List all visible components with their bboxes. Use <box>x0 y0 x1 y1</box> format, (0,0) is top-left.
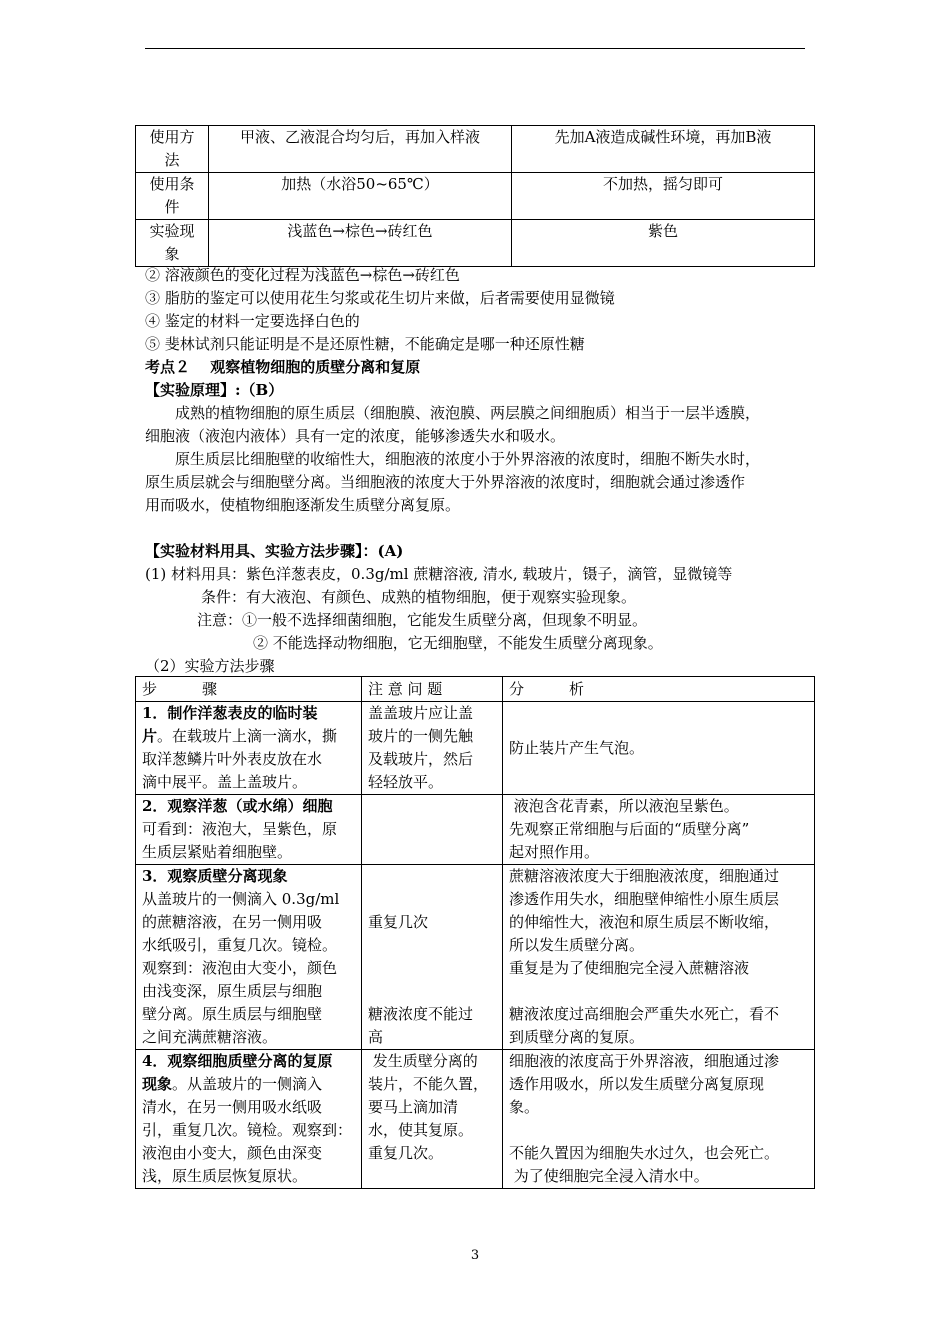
header-rule <box>145 48 805 49</box>
cell: 不加热，摇匀即可 <box>512 173 815 220</box>
step-cell: 3．观察质壁分离现象 从盖玻片的一侧滴入 0.3g/ml 的蔗糖溶液，在另一侧用吸 水纸吸引，重复几次。镜检。 观察到：液泡由大变小，颜色 由浅变深，原生质层与细胞 壁分离。原生质层与细胞壁 之间充满蔗糖溶液。 <box>136 865 362 1050</box>
note-line: ③ 脂肪的鉴定可以使用花生匀浆或花生切片来做，后者需要使用显微镜 <box>145 289 615 307</box>
analysis-cell: 防止装片产生气泡。 <box>503 702 815 795</box>
steps-title: （2）实验方法步骤 <box>145 657 275 675</box>
table-row <box>136 702 815 795</box>
cell: 先加A液造成碱性环境，再加B液 <box>512 126 815 173</box>
principle-paragraph-1: 成熟的植物细胞的原生质层（细胞膜、液泡膜、两层膜之间细胞质）相当于一层半透膜， 细胞液（液泡内液体）具有一定的浓度，能够渗透失水和吸水。 <box>145 404 761 445</box>
analysis-cell: 液泡含花青素，所以液泡呈紫色。 先观察正常细胞与后面的“质壁分离” 起对照作用。 <box>503 795 815 865</box>
step-cell: 2．观察洋葱（或水绵）细胞 可看到：液泡大，呈紫色，原 生质层紧贴着细胞壁。 <box>136 795 362 865</box>
column-header: 分 析 <box>503 677 815 702</box>
table-row <box>136 126 815 173</box>
analysis-cell: 细胞液的浓度高于外界溶液，细胞通过渗 透作用吸水，所以发生质壁分离复原现 象。 不能久置因为细胞失水过久，也会死亡。 为了使细胞完全浸入清水中。 <box>503 1050 815 1189</box>
table-header-row <box>136 677 815 702</box>
principle-title: 【实验原理】:（B） <box>145 381 284 399</box>
note-cell: 盖盖玻片应让盖 玻片的一侧先触 及载玻片，然后 轻轻放平。 <box>362 702 503 795</box>
table-row <box>136 1050 815 1189</box>
principle-paragraph-2: 原生质层比细胞壁的收缩性大，细胞液的浓度小于外界溶液的浓度时，细胞不断失水时， 原生质层就会与细胞壁分离。当细胞液的浓度大于外界溶液的浓度时，细胞就会通过渗透作 用而吸水，使植物细胞逐渐发生质壁分离复原。 <box>145 450 761 514</box>
note-cell: 发生质壁分离的 装片，不能久置， 要马上滴加清 水，使其复原。 重复几次。 <box>362 1050 503 1189</box>
note-cell: 重复几次 糖液浓度不能过 高 <box>362 865 503 1050</box>
cell: 紫色 <box>512 220 815 267</box>
section-title: 考点２ 观察植物细胞的质壁分离和复原 <box>145 358 421 376</box>
cell: 浅蓝色→棕色→砖红色 <box>209 220 512 267</box>
table-row <box>136 220 815 267</box>
note-cell <box>362 795 503 865</box>
step-cell: 1．制作洋葱表皮的临时装 片。在载玻片上滴一滴水，撕 取洋葱鳞片叶外表皮放在水 滴中展平。盖上盖玻片。 <box>136 702 362 795</box>
cell: 加热（水浴50~65℃） <box>209 173 512 220</box>
materials-title: 【实验材料用具、实验方法步骤】：(A) <box>145 542 404 560</box>
notes-block <box>145 264 815 402</box>
cell: 甲液、乙液混合均匀后，再加入样液 <box>209 126 512 173</box>
page-number: 3 <box>470 1248 480 1263</box>
table-row <box>136 173 815 220</box>
reagent-comparison-table <box>135 125 815 267</box>
row-header: 使用条 件 <box>136 173 209 220</box>
table-row <box>136 865 815 1050</box>
note-line: ⑤ 斐林试剂只能证明是不是还原性糖，不能确定是哪一种还原性糖 <box>145 335 585 353</box>
table-row <box>136 795 815 865</box>
materials-block: 【实验材料用具、实验方法步骤】：(A) (1) 材料用具：紫色洋葱表皮，0.3g/ml 蔗糖溶液, 清水, 载玻片，镊子，滴管，显微镜等 条件：有大液泡、有颜色、成熟的植物细胞，便于观察实验现象。 注意：①一般不选择细菌细胞，它能发生质壁分离，但现象不明显。 ② 不能选择动物细胞，它无细胞壁，不能发生质壁分离现象。 （2）实验方法步骤 <box>145 540 815 678</box>
step-cell: 4．观察细胞质壁分离的复原 现象。从盖玻片的一侧滴入 清水，在另一侧用吸水纸吸 引，重复几次。镜检。观察到： 液泡由小变大，颜色由深变 浅，原生质层恢复原状。 <box>136 1050 362 1189</box>
analysis-cell: 蔗糖溶液浓度大于细胞液浓度，细胞通过 渗透作用失水，细胞壁伸缩性小原生质层 的伸缩性大，液泡和原生质层不断收缩， 所以发生质壁分离。 重复是为了使细胞完全浸入蔗糖溶液 糖液浓度过高细胞会严重失水死亡，看不 到质壁分离的复原。 <box>503 865 815 1050</box>
column-header: 注 意 问 题 <box>362 677 503 702</box>
column-header: 步 骤 <box>136 677 362 702</box>
note-line: ② 溶液颜色的变化过程为浅蓝色→棕色→砖红色 <box>145 266 460 284</box>
row-header: 实验现 象 <box>136 220 209 267</box>
steps-table <box>135 676 815 1189</box>
note-line: ④ 鉴定的材料一定要选择白色的 <box>145 312 360 330</box>
row-header: 使用方 法 <box>136 126 209 173</box>
